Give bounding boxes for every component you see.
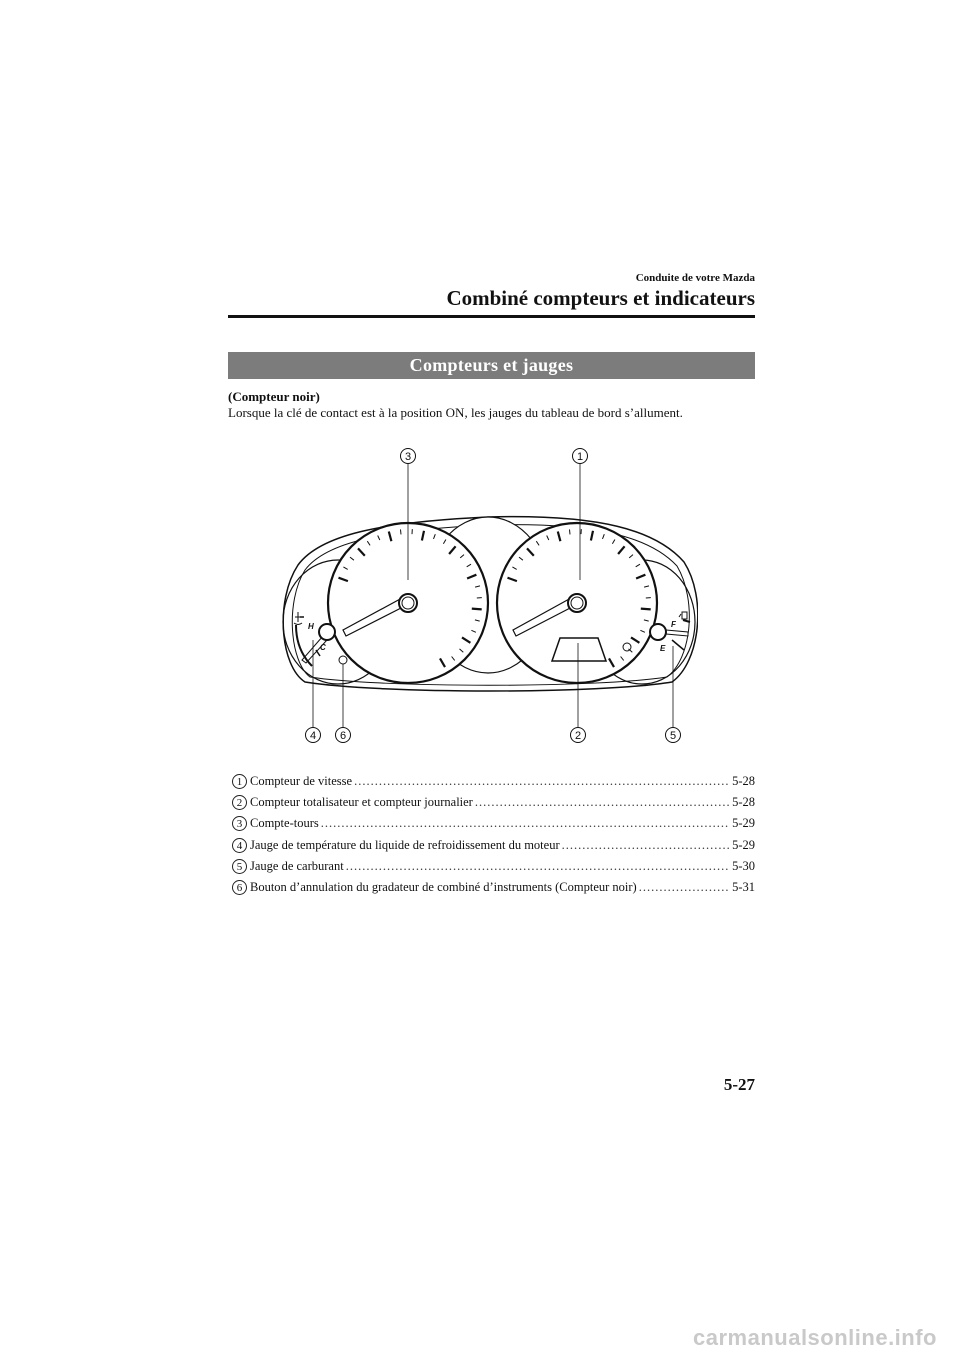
chapter-title: Conduite de votre Mazda xyxy=(635,272,755,284)
tachometer-tick xyxy=(472,609,482,610)
item-number: 4 xyxy=(232,838,247,853)
callout-2: 2 xyxy=(574,730,582,742)
leader-dots xyxy=(346,859,730,874)
odometer-display xyxy=(552,638,606,661)
coolant-temp-icon xyxy=(294,612,302,625)
leader-dots xyxy=(639,880,730,895)
list-item xyxy=(232,792,755,813)
callout-4: 4 xyxy=(309,730,317,742)
leader-dots xyxy=(354,774,730,789)
fuel-pump-icon xyxy=(679,612,687,619)
callout-5: 5 xyxy=(669,730,677,742)
item-label: Jauge de carburant xyxy=(250,858,344,873)
leader-dots xyxy=(562,838,730,853)
list-item xyxy=(232,771,755,792)
section-banner: Compteurs et jauges xyxy=(228,352,755,379)
subheading: (Compteur noir) xyxy=(228,389,320,404)
dimmer-cancel-button xyxy=(339,656,347,664)
speedometer-tick xyxy=(641,609,651,610)
list-item xyxy=(232,856,755,877)
temp-gauge-hub xyxy=(319,624,335,640)
page-reference: 5-28 xyxy=(732,774,755,789)
page-reference: 5-30 xyxy=(732,858,755,873)
watermark: carmanualsonline.info xyxy=(693,1325,937,1350)
page-reference: 5-31 xyxy=(732,880,755,895)
list-item xyxy=(232,835,755,856)
fuel-gauge-hub xyxy=(650,624,666,640)
leader-dots xyxy=(475,795,730,810)
callout-3: 3 xyxy=(404,451,412,463)
item-number: 5 xyxy=(232,859,247,874)
leader-dots xyxy=(321,816,730,831)
page-reference: 5-29 xyxy=(732,837,755,852)
speedometer-tick xyxy=(570,529,571,534)
page-reference: 5-28 xyxy=(732,795,755,810)
page-number: 5-27 xyxy=(723,1075,755,1094)
fuel-empty-letter: E xyxy=(660,644,666,653)
reference-list xyxy=(232,771,755,898)
item-number: 3 xyxy=(232,816,247,831)
fuel-full-letter: F xyxy=(671,620,676,629)
list-item xyxy=(232,813,755,834)
item-label: Jauge de température du liquide de refroidissement du moteur xyxy=(250,837,560,852)
item-label: Compteur de vitesse xyxy=(250,774,353,789)
item-label: Bouton d’annulation du gradateur de combiné d’instruments (Compteur noir) xyxy=(250,880,637,895)
item-number: 1 xyxy=(232,774,247,789)
item-label: Compte-tours xyxy=(250,816,319,831)
temp-cold-letter: C xyxy=(320,643,326,652)
section-title: Combiné compteurs et indicateurs xyxy=(446,286,755,310)
intro-paragraph: Lorsque la clé de contact est à la position ON, les jauges du tableau de bord s’allument. xyxy=(228,405,683,420)
item-number: 2 xyxy=(232,795,247,810)
header-rule xyxy=(228,315,755,318)
callout-6: 6 xyxy=(339,730,347,742)
page-reference: 5-29 xyxy=(732,816,755,831)
tachometer-tick xyxy=(401,529,402,534)
fuel-needle xyxy=(666,630,688,636)
list-item xyxy=(232,877,755,898)
instrument-cluster-diagram xyxy=(278,440,698,760)
item-number: 6 xyxy=(232,880,247,895)
item-label: Compteur totalisateur et compteur journalier xyxy=(250,795,473,810)
callout-1: 1 xyxy=(576,451,584,463)
temp-hot-letter: H xyxy=(308,622,314,631)
